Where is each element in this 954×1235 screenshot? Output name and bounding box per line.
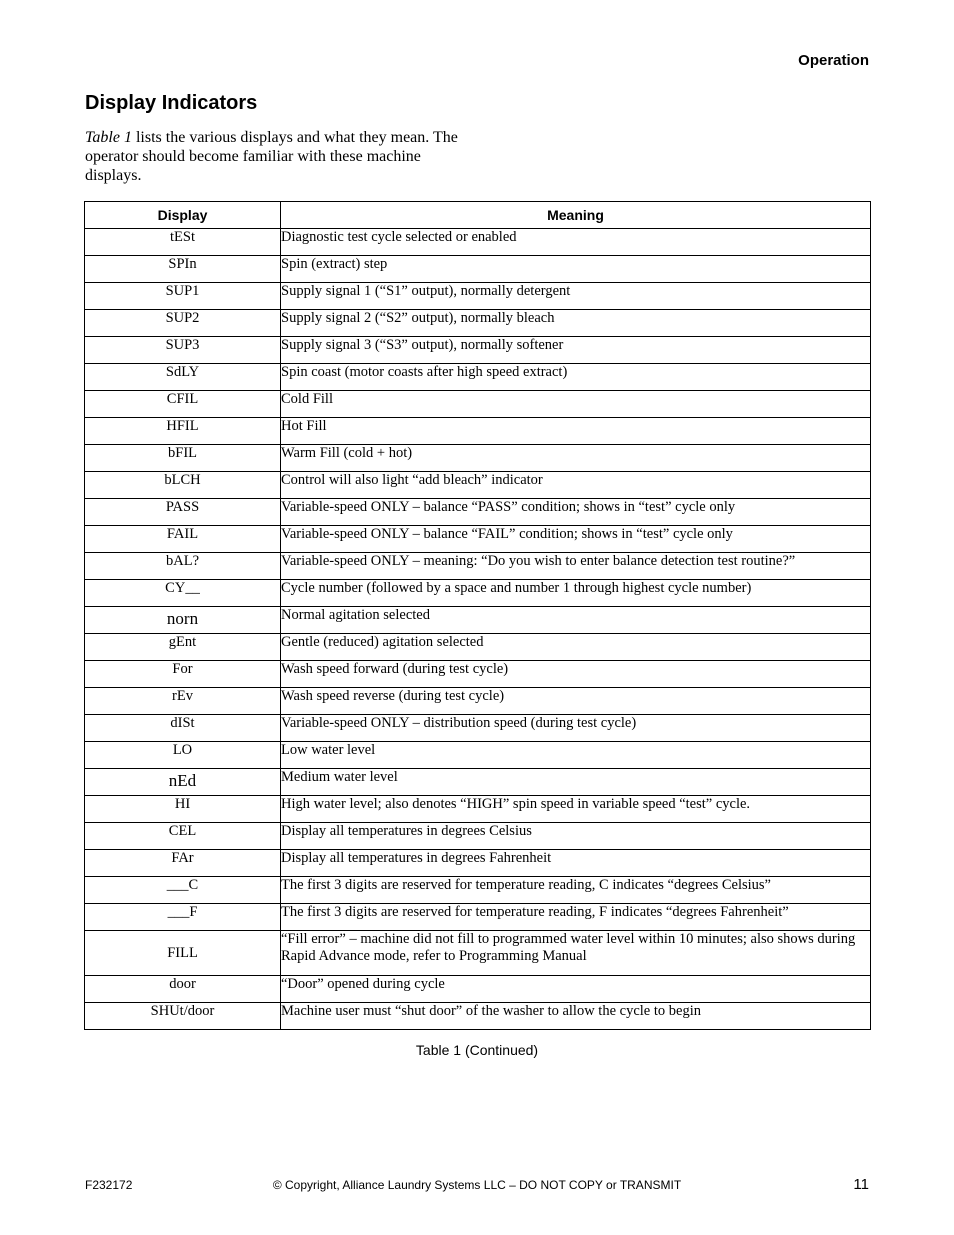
table-row [85,904,871,931]
table-row [85,526,871,553]
table-caption: Table 1 (Continued) [415,1042,539,1058]
display-code-cell: rEv [85,688,281,715]
display-code-cell: bFIL [85,445,281,472]
meaning-cell: Display all temperatures in degrees Fahrenheit [281,850,871,877]
display-code-cell: LO [85,742,281,769]
table-row [85,769,871,796]
table-row [85,742,871,769]
table-row [85,796,871,823]
meaning-cell: “Fill error” – machine did not fill to programmed water level within 10 minutes; also shows during Rapid Advance mode, refer to Programming Manual [281,931,871,976]
display-code-cell: FAIL [85,526,281,553]
table-row [85,976,871,1003]
meaning-cell: Diagnostic test cycle selected or enabled [281,229,871,256]
table-row [85,472,871,499]
meaning-cell: Wash speed reverse (during test cycle) [281,688,871,715]
meaning-cell: High water level; also denotes “HIGH” spin speed in variable speed “test” cycle. [281,796,871,823]
table-row [85,607,871,634]
table-row [85,337,871,364]
table-row [85,661,871,688]
running-header: Operation [798,52,869,69]
table-row [85,850,871,877]
table-row [85,283,871,310]
display-code-cell: SPIn [85,256,281,283]
meaning-cell: Control will also light “add bleach” indicator [281,472,871,499]
display-code-cell: SdLY [85,364,281,391]
column-header-display: Display [85,202,281,229]
table-row [85,877,871,904]
table-row [85,391,871,418]
table-row [85,229,871,256]
table-row [85,1003,871,1030]
page-title: Display Indicators [85,92,258,114]
meaning-cell: Spin coast (motor coasts after high speed extract) [281,364,871,391]
meaning-cell: Normal agitation selected [281,607,871,634]
display-code-cell: tESt [85,229,281,256]
table-row [85,931,871,976]
meaning-cell: Variable-speed ONLY – balance “FAIL” condition; shows in “test” cycle only [281,526,871,553]
meaning-cell: Cold Fill [281,391,871,418]
page-number: 11 [853,1176,869,1193]
table-row [85,715,871,742]
table-row [85,445,871,472]
table-row [85,256,871,283]
display-code-cell: CFIL [85,391,281,418]
display-code-cell: For [85,661,281,688]
table-row [85,553,871,580]
meaning-cell: The first 3 digits are reserved for temperature reading, F indicates “degrees Fahrenheit” [281,904,871,931]
meaning-cell: The first 3 digits are reserved for temperature reading, C indicates “degrees Celsius” [281,877,871,904]
display-code-cell: CEL [85,823,281,850]
table-row [85,634,871,661]
display-code-cell: FAr [85,850,281,877]
intro-text: lists the various displays and what they mean. The operator should become familiar with these machine displays. [85,129,458,184]
display-code-cell: CY__ [85,580,281,607]
meaning-cell: Cycle number (followed by a space and number 1 through highest cycle number) [281,580,871,607]
meaning-cell: Low water level [281,742,871,769]
meaning-cell: Supply signal 1 (“S1” output), normally detergent [281,283,871,310]
meaning-cell: Variable-speed ONLY – distribution speed (during test cycle) [281,715,871,742]
table-row [85,364,871,391]
table-row [85,580,871,607]
table-row [85,688,871,715]
display-code-cell: SUP3 [85,337,281,364]
display-code-cell: SUP2 [85,310,281,337]
display-code-cell: nEd [85,769,281,796]
table-row [85,310,871,337]
meaning-cell: Machine user must “shut door” of the washer to allow the cycle to begin [281,1003,871,1030]
display-code-cell: PASS [85,499,281,526]
display-code-cell: HFIL [85,418,281,445]
meaning-cell: Gentle (reduced) agitation selected [281,634,871,661]
display-code-cell: ___C [85,877,281,904]
display-code-cell: gEnt [85,634,281,661]
meaning-cell: Display all temperatures in degrees Celsius [281,823,871,850]
table-row [85,418,871,445]
display-code-cell: dISt [85,715,281,742]
display-code-cell: bAL? [85,553,281,580]
display-code-cell: HI [85,796,281,823]
meaning-cell: Medium water level [281,769,871,796]
display-code-cell: SHUt/door [85,1003,281,1030]
table-row [85,499,871,526]
document-number: F232172 [85,1178,133,1192]
meaning-cell: Hot Fill [281,418,871,445]
table-row [85,823,871,850]
column-header-meaning: Meaning [281,202,871,229]
meaning-cell: “Door” opened during cycle [281,976,871,1003]
meaning-cell: Variable-speed ONLY – meaning: “Do you wish to enter balance detection test routine?” [281,553,871,580]
display-code-cell: FILL [85,931,281,976]
copyright-notice: © Copyright, Alliance Laundry Systems LLC – DO NOT COPY or TRANSMIT [272,1178,682,1192]
table-reference: Table 1 [85,129,132,146]
display-code-cell: norn [85,607,281,634]
meaning-cell: Wash speed forward (during test cycle) [281,661,871,688]
meaning-cell: Supply signal 2 (“S2” output), normally bleach [281,310,871,337]
display-code-cell: ___F [85,904,281,931]
display-code-cell: SUP1 [85,283,281,310]
table-body [85,229,871,1030]
display-indicators-table [84,201,871,1030]
display-code-cell: door [85,976,281,1003]
table-header-row [85,202,871,229]
meaning-cell: Variable-speed ONLY – balance “PASS” condition; shows in “test” cycle only [281,499,871,526]
meaning-cell: Warm Fill (cold + hot) [281,445,871,472]
meaning-cell: Spin (extract) step [281,256,871,283]
meaning-cell: Supply signal 3 (“S3” output), normally softener [281,337,871,364]
display-code-cell: bLCH [85,472,281,499]
intro-paragraph [85,128,465,185]
